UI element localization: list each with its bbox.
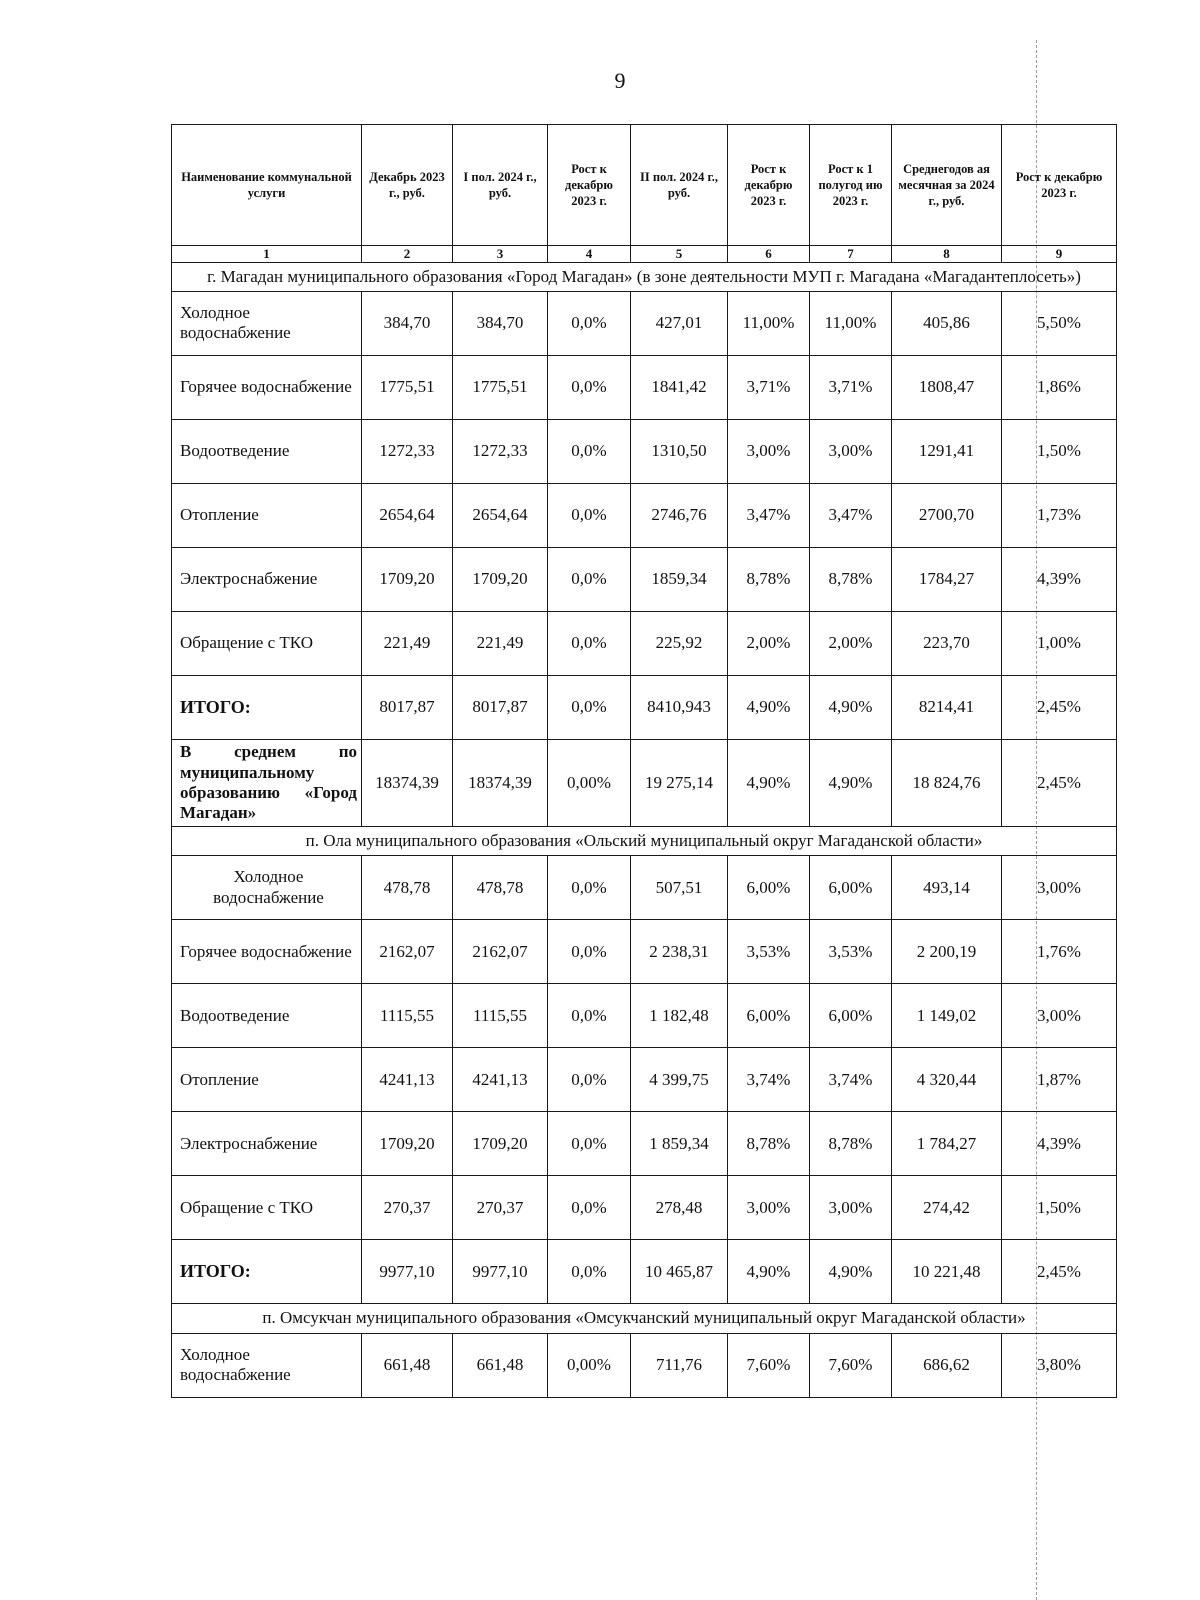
- table-cell: 8,78%: [810, 547, 892, 611]
- table-cell: 1709,20: [362, 547, 453, 611]
- header-cell: Рост к декабрю 2023 г.: [728, 125, 810, 246]
- table-cell: 2162,07: [453, 920, 548, 984]
- table-cell: 2746,76: [631, 483, 728, 547]
- table-cell: 384,70: [362, 291, 453, 355]
- average-row: [172, 739, 1117, 826]
- column-number: 4: [548, 246, 631, 263]
- table-cell: 1,76%: [1002, 920, 1117, 984]
- table-cell: 8,78%: [810, 1112, 892, 1176]
- table-cell: 2654,64: [362, 483, 453, 547]
- table-row: [172, 920, 1117, 984]
- table-row: [172, 856, 1117, 920]
- table-cell: 0,0%: [548, 1240, 631, 1304]
- table-cell: 3,71%: [728, 355, 810, 419]
- section-title-row: [172, 826, 1117, 855]
- total-row: [172, 675, 1117, 739]
- table-cell: 0,0%: [548, 984, 631, 1048]
- column-number: 6: [728, 246, 810, 263]
- table-cell: 1775,51: [453, 355, 548, 419]
- table-cell: 6,00%: [728, 856, 810, 920]
- header-cell: Среднегодов ая месячная за 2024 г., руб.: [892, 125, 1002, 246]
- table-cell: 2,00%: [728, 611, 810, 675]
- total-label: ИТОГО:: [172, 675, 362, 739]
- table-cell: 3,00%: [810, 419, 892, 483]
- table-cell: 4 320,44: [892, 1048, 1002, 1112]
- average-label: В среднем по муниципальному образованию «Город Магадан»: [172, 739, 362, 826]
- table-cell: 7,60%: [728, 1333, 810, 1397]
- header-cell: Рост к декабрю 2023 г.: [1002, 125, 1117, 246]
- column-number: 9: [1002, 246, 1117, 263]
- table-row: [172, 1176, 1117, 1240]
- header-cell: Рост к декабрю 2023 г.: [548, 125, 631, 246]
- table-cell: 225,92: [631, 611, 728, 675]
- header-cell: I пол. 2024 г., руб.: [453, 125, 548, 246]
- table-cell: 10 465,87: [631, 1240, 728, 1304]
- table-cell: 0,0%: [548, 355, 631, 419]
- table-cell: 11,00%: [728, 291, 810, 355]
- service-name: Отопление: [172, 1048, 362, 1112]
- table-cell: 8017,87: [453, 675, 548, 739]
- service-name: Электроснабжение: [172, 1112, 362, 1176]
- service-name: Холодное водоснабжение: [172, 1333, 362, 1397]
- table-cell: 4241,13: [453, 1048, 548, 1112]
- table-cell: 1,86%: [1002, 355, 1117, 419]
- table-cell: 711,76: [631, 1333, 728, 1397]
- section-title: п. Омсукчан муниципального образования «Омсукчанский муниципальный округ Магаданской области»: [172, 1304, 1117, 1333]
- table-cell: 1 182,48: [631, 984, 728, 1048]
- table-row: [172, 419, 1117, 483]
- table-cell: 1272,33: [453, 419, 548, 483]
- table-cell: 9977,10: [453, 1240, 548, 1304]
- service-name: Горячее водоснабжение: [172, 355, 362, 419]
- table-cell: 4,90%: [728, 739, 810, 826]
- table-cell: 507,51: [631, 856, 728, 920]
- total-row: [172, 1240, 1117, 1304]
- table-row: [172, 1112, 1117, 1176]
- section-title-row: [172, 262, 1117, 291]
- table-cell: 1,87%: [1002, 1048, 1117, 1112]
- table-cell: 3,53%: [728, 920, 810, 984]
- table-cell: 1291,41: [892, 419, 1002, 483]
- table-cell: 3,00%: [810, 1176, 892, 1240]
- table-cell: 5,50%: [1002, 291, 1117, 355]
- table-cell: 1,73%: [1002, 483, 1117, 547]
- table-cell: 7,60%: [810, 1333, 892, 1397]
- table-cell: 8410,943: [631, 675, 728, 739]
- table-cell: 3,53%: [810, 920, 892, 984]
- table-cell: 274,42: [892, 1176, 1002, 1240]
- table-cell: 10 221,48: [892, 1240, 1002, 1304]
- table-row: [172, 547, 1117, 611]
- table-cell: 4,90%: [810, 1240, 892, 1304]
- table-cell: 4,90%: [728, 1240, 810, 1304]
- table-cell: 4,39%: [1002, 547, 1117, 611]
- service-name: Горячее водоснабжение: [172, 920, 362, 984]
- section-title: г. Магадан муниципального образования «Город Магадан» (в зоне деятельности МУП г. Магадана «Магадантеплосеть»): [172, 262, 1117, 291]
- utility-tariff-table: [171, 124, 1117, 1398]
- table-cell: 1709,20: [453, 1112, 548, 1176]
- table-cell: 1775,51: [362, 355, 453, 419]
- table-cell: 18374,39: [453, 739, 548, 826]
- table-cell: 6,00%: [728, 984, 810, 1048]
- table-cell: 3,47%: [728, 483, 810, 547]
- table-cell: 478,78: [453, 856, 548, 920]
- table-cell: 0,00%: [548, 1333, 631, 1397]
- table-cell: 1,00%: [1002, 611, 1117, 675]
- table-row: [172, 984, 1117, 1048]
- table-cell: 3,00%: [728, 419, 810, 483]
- table-cell: 2654,64: [453, 483, 548, 547]
- table-cell: 4 399,75: [631, 1048, 728, 1112]
- table-row: [172, 1333, 1117, 1397]
- table-cell: 270,37: [453, 1176, 548, 1240]
- column-number: 2: [362, 246, 453, 263]
- table-cell: 1 149,02: [892, 984, 1002, 1048]
- table-cell: 9977,10: [362, 1240, 453, 1304]
- table-cell: 0,0%: [548, 920, 631, 984]
- table-cell: 2,00%: [810, 611, 892, 675]
- header-cell: Декабрь 2023 г., руб.: [362, 125, 453, 246]
- header-cell: Рост к 1 полугод ию 2023 г.: [810, 125, 892, 246]
- table-cell: 3,74%: [728, 1048, 810, 1112]
- table-cell: 223,70: [892, 611, 1002, 675]
- table-cell: 0,00%: [548, 739, 631, 826]
- table-cell: 3,71%: [810, 355, 892, 419]
- column-number: 8: [892, 246, 1002, 263]
- table-cell: 8,78%: [728, 1112, 810, 1176]
- table-cell: 6,00%: [810, 856, 892, 920]
- table-cell: 3,00%: [1002, 984, 1117, 1048]
- table-cell: 1 859,34: [631, 1112, 728, 1176]
- table-cell: 2 200,19: [892, 920, 1002, 984]
- table-cell: 1272,33: [362, 419, 453, 483]
- table-cell: 493,14: [892, 856, 1002, 920]
- table-cell: 4,39%: [1002, 1112, 1117, 1176]
- service-name: Водоотведение: [172, 419, 362, 483]
- table-cell: 2,45%: [1002, 675, 1117, 739]
- table-cell: 270,37: [362, 1176, 453, 1240]
- table-cell: 1115,55: [362, 984, 453, 1048]
- table-cell: 3,00%: [728, 1176, 810, 1240]
- table-cell: 0,0%: [548, 547, 631, 611]
- header-cell: II пол. 2024 г., руб.: [631, 125, 728, 246]
- table-cell: 1,50%: [1002, 1176, 1117, 1240]
- table-cell: 0,0%: [548, 291, 631, 355]
- table-cell: 1 784,27: [892, 1112, 1002, 1176]
- table-cell: 0,0%: [548, 1112, 631, 1176]
- table-cell: 661,48: [362, 1333, 453, 1397]
- table-cell: 8214,41: [892, 675, 1002, 739]
- table-cell: 0,0%: [548, 483, 631, 547]
- table-cell: 3,74%: [810, 1048, 892, 1112]
- table-cell: 4,90%: [810, 739, 892, 826]
- section-title-row: [172, 1304, 1117, 1333]
- table-cell: 1859,34: [631, 547, 728, 611]
- column-number: 1: [172, 246, 362, 263]
- table-cell: 2,45%: [1002, 1240, 1117, 1304]
- table-cell: 686,62: [892, 1333, 1002, 1397]
- table-cell: 19 275,14: [631, 739, 728, 826]
- section-title: п. Ола муниципального образования «Ольский муниципальный округ Магаданской области»: [172, 826, 1117, 855]
- table-row: [172, 483, 1117, 547]
- table-row: [172, 291, 1117, 355]
- table-cell: 1,50%: [1002, 419, 1117, 483]
- table-cell: 4,90%: [728, 675, 810, 739]
- table-cell: 3,80%: [1002, 1333, 1117, 1397]
- column-number: 5: [631, 246, 728, 263]
- header-cell: Наименование коммунальной услуги: [172, 125, 362, 246]
- table-cell: 384,70: [453, 291, 548, 355]
- table-cell: 4,90%: [810, 675, 892, 739]
- table-cell: 0,0%: [548, 1176, 631, 1240]
- table-cell: 0,0%: [548, 611, 631, 675]
- table-cell: 4241,13: [362, 1048, 453, 1112]
- page-number: 9: [614, 68, 626, 93]
- service-name: Холодное водоснабжение: [172, 291, 362, 355]
- table-cell: 221,49: [453, 611, 548, 675]
- column-number: 7: [810, 246, 892, 263]
- table-cell: 1784,27: [892, 547, 1002, 611]
- table-cell: 1709,20: [362, 1112, 453, 1176]
- service-name: Холодное водоснабжение: [172, 856, 362, 920]
- table-cell: 3,47%: [810, 483, 892, 547]
- table-cell: 8017,87: [362, 675, 453, 739]
- service-name: Обращение с ТКО: [172, 1176, 362, 1240]
- column-number: 3: [453, 246, 548, 263]
- table-cell: 0,0%: [548, 856, 631, 920]
- header-row: [172, 125, 1117, 246]
- table-cell: 1709,20: [453, 547, 548, 611]
- table-cell: 478,78: [362, 856, 453, 920]
- table-cell: 1841,42: [631, 355, 728, 419]
- table-cell: 2162,07: [362, 920, 453, 984]
- total-label: ИТОГО:: [172, 1240, 362, 1304]
- table-cell: 405,86: [892, 291, 1002, 355]
- table-cell: 0,0%: [548, 675, 631, 739]
- table-cell: 0,0%: [548, 1048, 631, 1112]
- table-cell: 1808,47: [892, 355, 1002, 419]
- table-cell: 278,48: [631, 1176, 728, 1240]
- table-row: [172, 1048, 1117, 1112]
- table-cell: 221,49: [362, 611, 453, 675]
- table-cell: 2 238,31: [631, 920, 728, 984]
- table-cell: 3,00%: [1002, 856, 1117, 920]
- table-cell: 2700,70: [892, 483, 1002, 547]
- table-cell: 8,78%: [728, 547, 810, 611]
- column-number-row: [172, 246, 1117, 263]
- table-cell: 11,00%: [810, 291, 892, 355]
- table-cell: 1310,50: [631, 419, 728, 483]
- table-cell: 1115,55: [453, 984, 548, 1048]
- table-cell: 2,45%: [1002, 739, 1117, 826]
- table-cell: 18 824,76: [892, 739, 1002, 826]
- service-name: Водоотведение: [172, 984, 362, 1048]
- table-cell: 427,01: [631, 291, 728, 355]
- table-row: [172, 611, 1117, 675]
- table-cell: 0,0%: [548, 419, 631, 483]
- table-cell: 661,48: [453, 1333, 548, 1397]
- service-name: Отопление: [172, 483, 362, 547]
- service-name: Обращение с ТКО: [172, 611, 362, 675]
- service-name: Электроснабжение: [172, 547, 362, 611]
- table-row: [172, 355, 1117, 419]
- table-cell: 6,00%: [810, 984, 892, 1048]
- table-cell: 18374,39: [362, 739, 453, 826]
